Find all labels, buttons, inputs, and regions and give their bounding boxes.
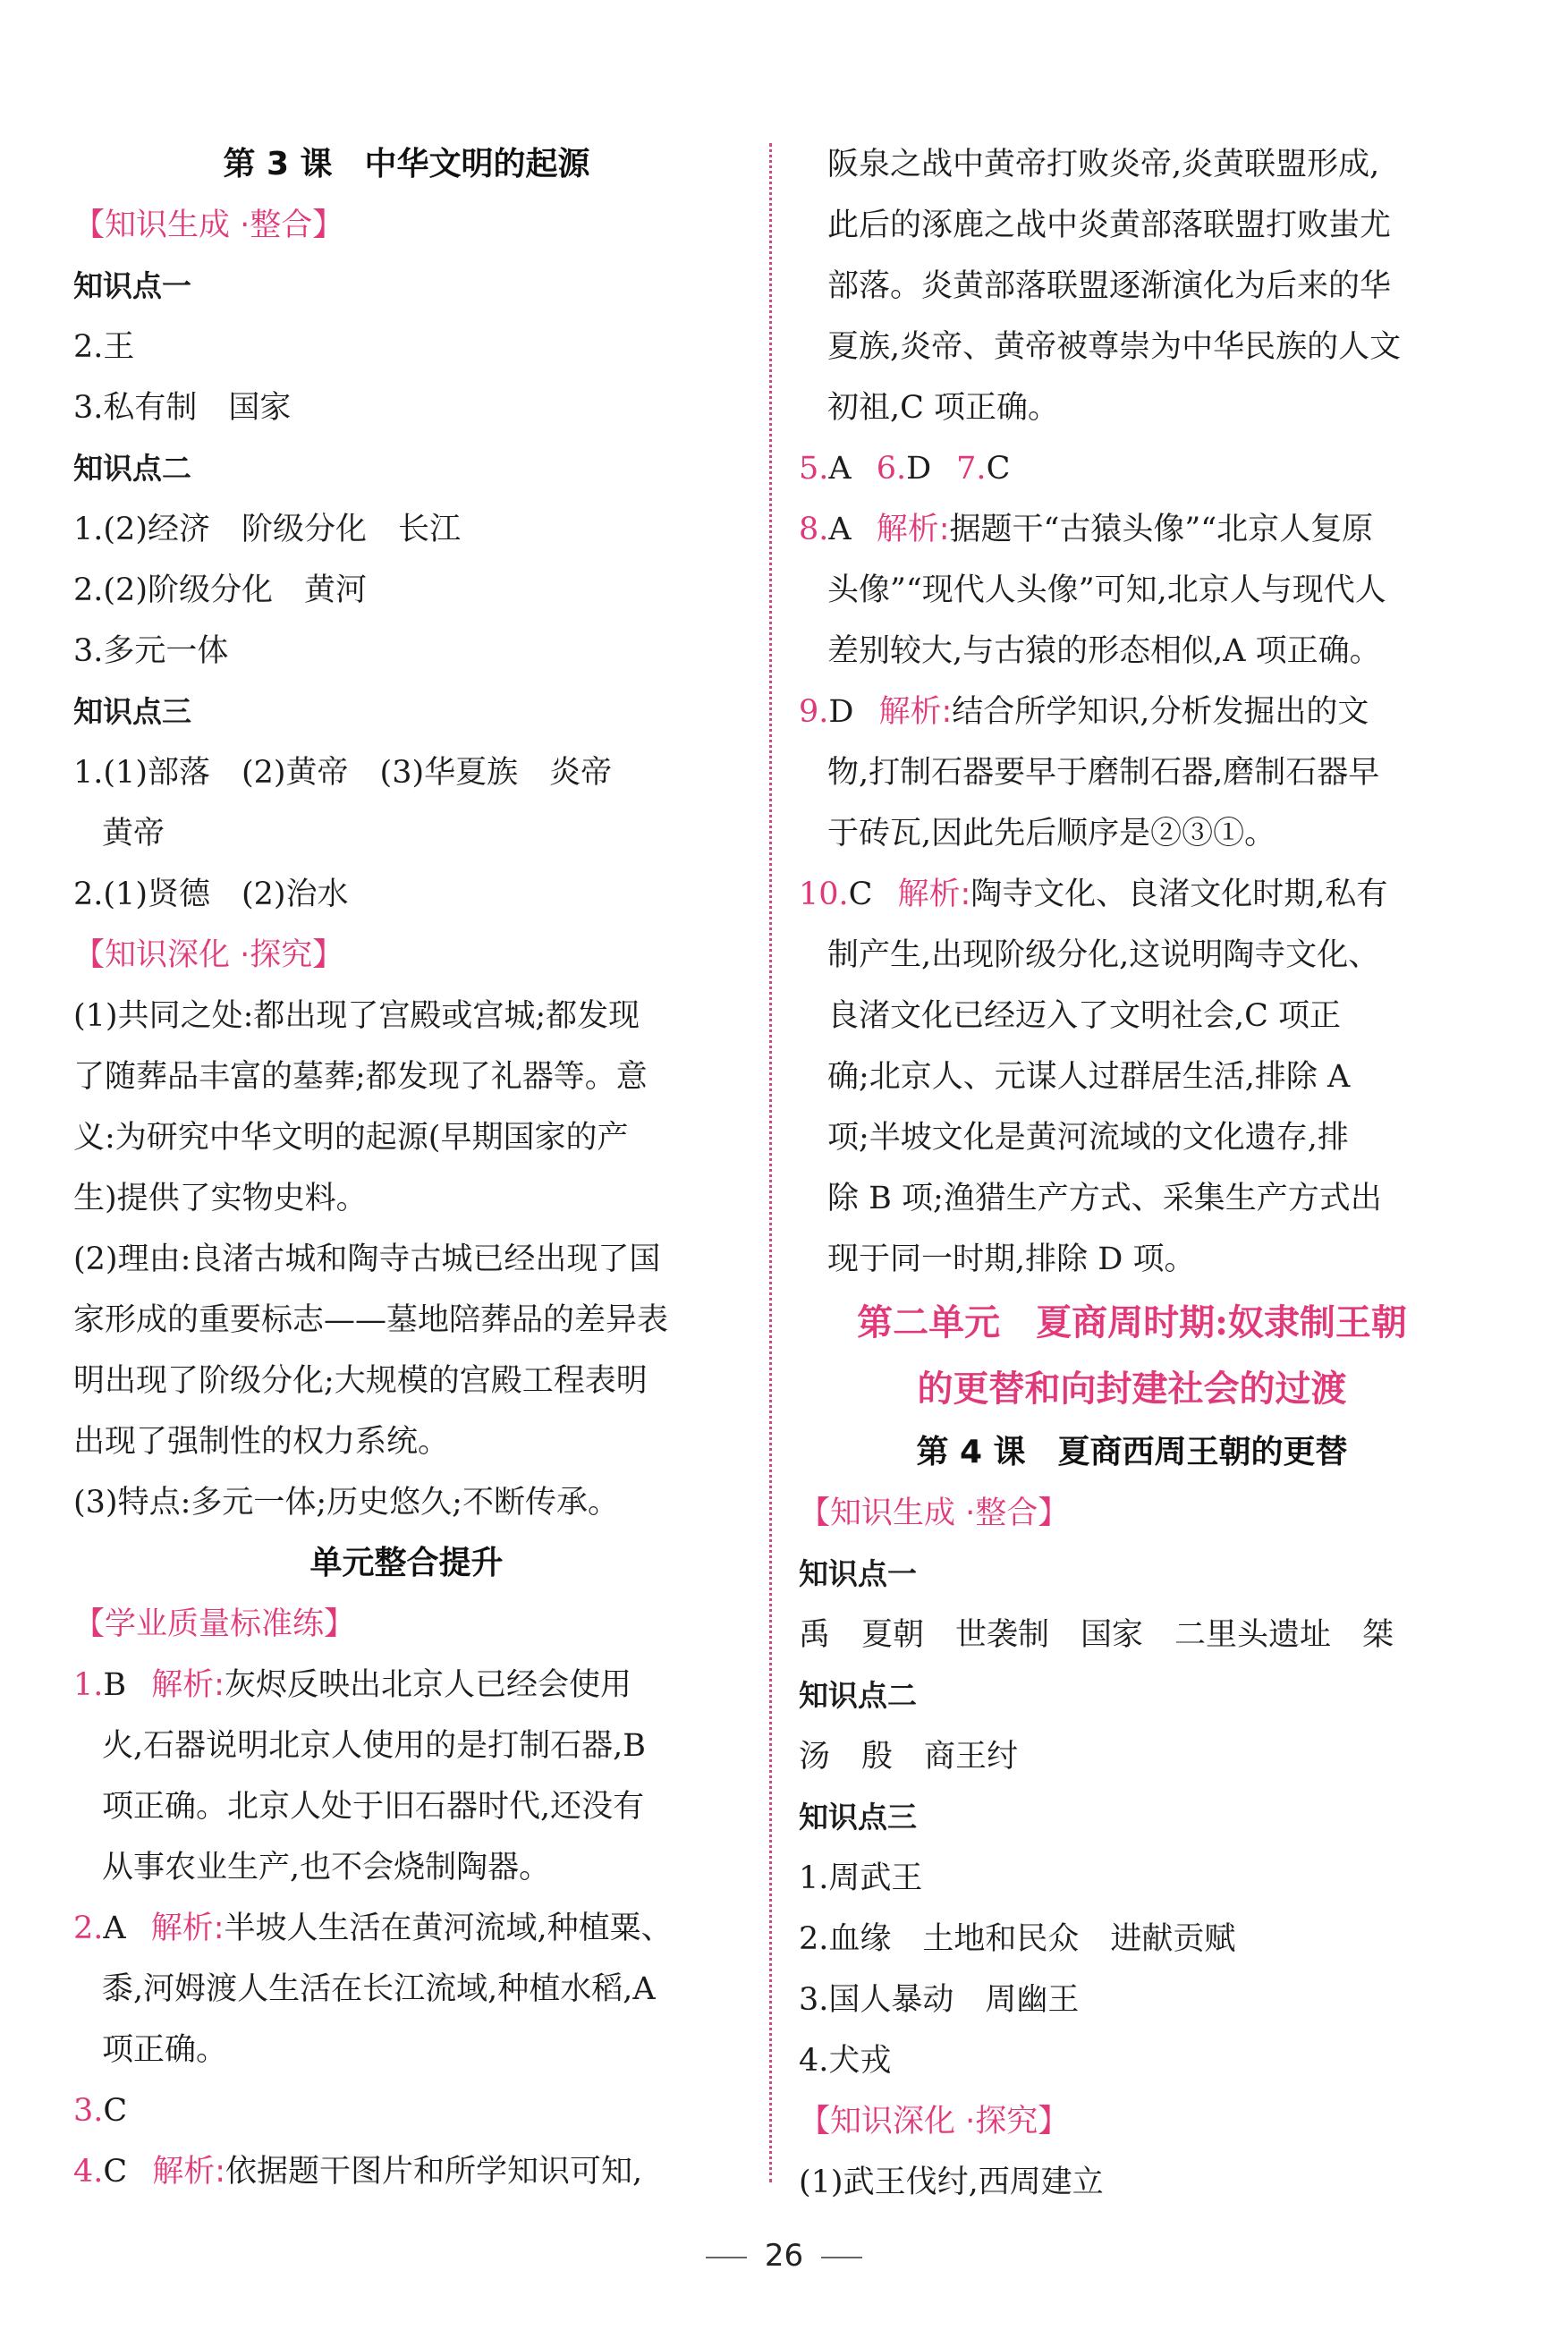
answer-line: 禹 夏朝 世袭制 国家 二里头遗址 桀 [799,1617,1394,1653]
analysis-text: 结合所学知识,分析发掘出的文 [952,694,1369,730]
analysis-line: 夏族,炎帝、黄帝被尊崇为中华民族的人文 [827,329,1402,365]
answer-line: 1.(1)部落 (2)黄帝 (3)华夏族 炎帝 [73,755,613,791]
analysis-text: 灰烬反映出北京人已经会使用 [224,1667,631,1703]
answer-letter: D [906,451,932,487]
analysis-line: 除 B 项;渔猎生产方式、采集生产方式出 [827,1181,1382,1216]
question-number: 4. [73,2154,104,2190]
analysis-text: 据题干“古猿头像”“北京人复原 [949,512,1374,547]
analysis-text: 半坡人生活在黄河流域,种植粟、 [224,1911,673,1946]
knowledge-point-1: 知识点一 [73,268,191,303]
footer-dash-right [821,2257,862,2258]
answer-line: 3.私有制 国家 [73,390,292,426]
question-number: 10. [799,877,849,912]
question-number: 8. [799,512,829,547]
analysis-line: 黍,河姆渡人生活在长江流域,种植水稻,A [102,1971,656,2007]
analysis-line: 差别较大,与古猿的形态相似,A 项正确。 [827,633,1381,669]
section-quality-practice: 【学业质量标准练】 [73,1606,356,1642]
explore-text-line: 出现了强制性的权力系统。 [73,1424,450,1460]
analysis-line: 初祖,C 项正确。 [827,390,1060,426]
answer-line: 1.周武王 [799,1860,923,1896]
answer-letter: A [828,512,852,547]
analysis-line: 头像”“现代人头像”可知,北京人与现代人 [827,572,1386,608]
section-knowledge-deepen: 【知识深化 ·探究】 [73,937,344,973]
question-number: 5. [799,451,829,487]
answer-line: 4.犬戎 [799,2043,892,2079]
analysis-line: 从事农业生产,也不会烧制陶器。 [102,1850,551,1885]
analysis-line: 制产生,出现阶级分化,这说明陶寺文化、 [827,937,1380,973]
question-number: 3. [73,2093,104,2129]
analysis-line: 于砖瓦,因此先后顺序是②③①。 [827,816,1276,852]
explore-text-line: (1)武王伐纣,西周建立 [799,2165,1104,2200]
lesson-3-title: 第 3 课 中华文明的起源 [223,146,590,182]
question-3 [73,2080,740,2141]
question-number: 7. [956,451,987,487]
analysis-label: 解析: [876,512,950,547]
analysis-line: 项正确。 [102,2032,228,2068]
explore-text-line: 家形成的重要标志——墓地陪葬品的差异表 [73,1302,669,1338]
analysis-line: 项正确。北京人处于旧石器时代,还没有 [102,1789,645,1825]
answer-line: 2.(2)阶级分化 黄河 [73,572,367,608]
section-knowledge-generate: 【知识生成 ·整合】 [799,1495,1070,1531]
answer-line: 3.国人暴动 周幽王 [799,1982,1080,2018]
questions-5-7 [799,438,1465,499]
analysis-line: 火,石器说明北京人使用的是打制石器,B [102,1728,646,1764]
explore-text-line: 明出现了阶级分化;大规模的宫殿工程表明 [73,1363,648,1399]
section-knowledge-generate: 【知识生成 ·整合】 [73,208,344,243]
analysis-line: 部落。炎黄部落联盟逐渐演化为后来的华 [827,268,1392,304]
answer-letter: D [828,694,854,730]
knowledge-point-1: 知识点一 [799,1556,917,1591]
analysis-line: 物,打制石器要早于磨制石器,磨制石器早 [827,755,1380,791]
analysis-line: 项;半坡文化是黄河流域的文化遗存,排 [827,1120,1349,1156]
unit-2-title-line-2: 的更替和向封建社会的过渡 [917,1368,1347,1410]
question-2 [73,1898,740,1959]
analysis-label: 解析: [878,694,953,730]
analysis-line: 良渚文化已经迈入了文明社会,C 项正 [827,998,1342,1034]
question-10 [799,864,1465,925]
answer-line: 2.(1)贤德 (2)治水 [73,877,349,912]
lesson-4-title: 第 4 课 夏商西周王朝的更替 [916,1434,1348,1470]
question-1 [73,1655,740,1716]
analysis-text: 陶寺文化、良渚文化时期,私有 [970,877,1388,912]
answer-letter: C [848,877,873,912]
explore-text-line: 义:为研究中华文明的起源(早期国家的产 [73,1120,629,1156]
page-number: 26 [764,2238,804,2274]
analysis-label: 解析: [151,1667,225,1703]
analysis-label: 解析: [150,1911,225,1946]
question-8 [799,499,1465,560]
analysis-line: 阪泉之战中黄帝打败炎帝,炎黄联盟形成, [827,147,1380,182]
answer-line: 1.(2)经济 阶级分化 长江 [73,512,461,547]
answer-letter: C [103,2093,128,2129]
analysis-line: 确;北京人、元谋人过群居生活,排除 A [827,1059,1351,1095]
explore-text-line: 生)提供了实物史料。 [73,1181,368,1216]
analysis-line: 此后的涿鹿之战中炎黄部落联盟打败蚩尤 [827,208,1392,243]
answer-letter: A [828,451,852,487]
section-knowledge-deepen: 【知识深化 ·探究】 [799,2104,1070,2139]
analysis-label: 解析: [897,877,971,912]
answer-letter: A [103,1911,126,1946]
answer-line: 3.多元一体 [73,633,229,669]
question-number: 2. [73,1911,104,1946]
right-column [799,134,1465,2213]
explore-text-line: (3)特点:多元一体;历史悠久;不断传承。 [73,1485,619,1521]
knowledge-point-2: 知识点二 [73,451,191,486]
answer-line: 2.血缘 土地和民众 进献贡赋 [799,1921,1236,1957]
analysis-label: 解析: [152,2154,225,2190]
question-number: 9. [799,694,829,730]
left-column [73,134,740,2202]
unit-2-title-line-1: 第二单元 夏商周时期:奴隶制王朝 [857,1301,1407,1343]
answer-line: 2.王 [73,329,135,365]
page-footer [0,2238,1568,2274]
unit-summary-title: 单元整合提升 [309,1545,504,1581]
question-4 [73,2141,740,2202]
analysis-line: 现于同一时期,排除 D 项。 [827,1241,1196,1277]
question-9 [799,682,1465,742]
knowledge-point-2: 知识点二 [799,1678,917,1713]
column-divider [769,143,772,2182]
explore-text-line: (2)理由:良渚古城和陶寺古城已经出现了国 [73,1241,661,1277]
question-number: 1. [73,1667,104,1703]
knowledge-point-3: 知识点三 [799,1800,917,1834]
question-number: 6. [876,451,907,487]
explore-text-line: 了随葬品丰富的墓葬;都发现了礼器等。意 [73,1059,648,1095]
answer-letter: C [103,2154,128,2190]
answer-line: 汤 殷 商王纣 [799,1739,1019,1775]
answer-letter: B [103,1667,127,1703]
answer-letter: C [986,451,1011,487]
footer-dash-left [706,2257,747,2258]
explore-text-line: (1)共同之处:都出现了宫殿或宫城;都发现 [73,998,640,1034]
analysis-text: 依据题干图片和所学知识可知, [225,2154,643,2190]
knowledge-point-3: 知识点三 [73,694,191,729]
answer-line: 黄帝 [102,816,165,852]
